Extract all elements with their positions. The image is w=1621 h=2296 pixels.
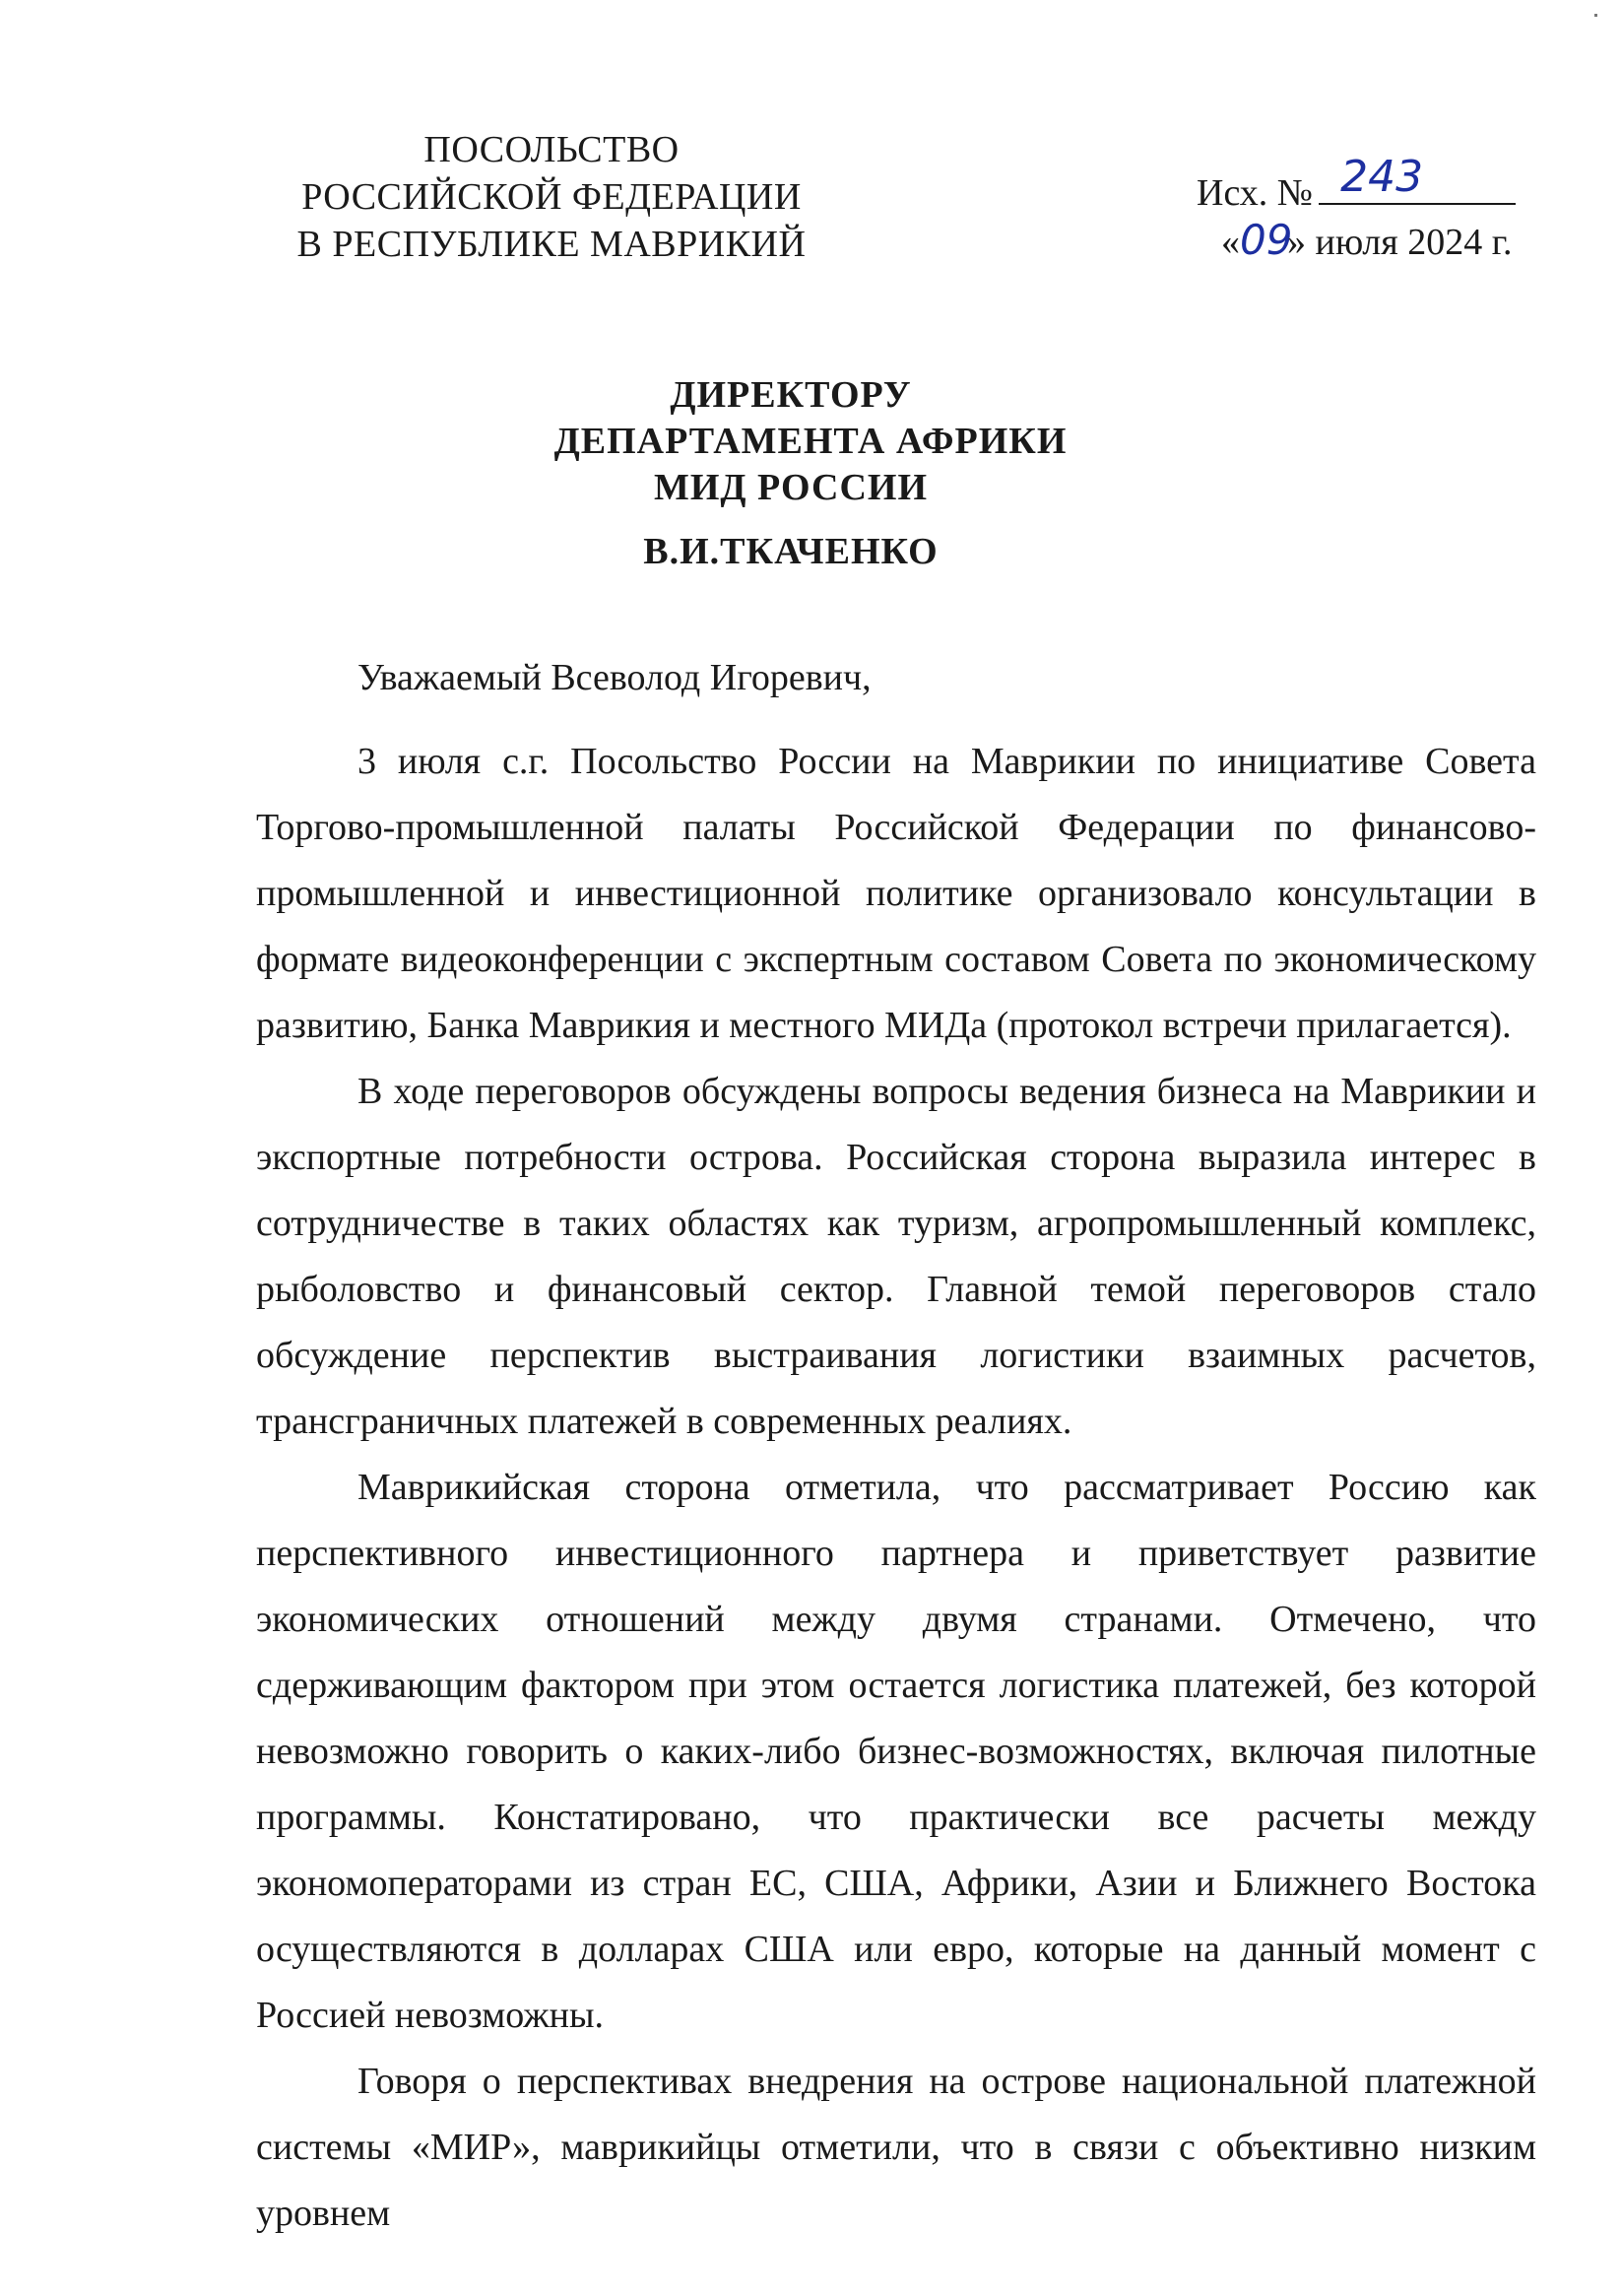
outgoing-reference — [1197, 152, 1571, 266]
addressee-block — [0, 372, 1621, 575]
sender-line-3: В РЕСПУБЛИКЕ МАВРИКИЙ — [296, 224, 807, 265]
outgoing-date-line — [1221, 217, 1571, 266]
handwritten-outgoing-number: 243 — [1340, 152, 1424, 202]
paragraph-4: Говоря о перспективах внедрения на острове национальной платежной системы «МИР», маврикийцы отметили, что в связи с объективно низким уровнем — [256, 2061, 1536, 2234]
paragraph-2: В ходе переговоров обсуждены вопросы ведения бизнеса на Маврикии и экспортные потребности острова. Российская сторона выразила интерес в сотрудничестве в таких областях как туризм, агропромышленный комплекс, рыболовство и финансовый сектор. Главной темой переговоров стало обсуждение перспектив выстраивания логистики взаимных расчетов, трансграничных платежей в современных реалиях. — [256, 1071, 1536, 1442]
outgoing-number-line — [1197, 152, 1571, 217]
scan-speck — [1594, 14, 1597, 17]
date-quote-close: » — [1287, 222, 1306, 263]
letter-body — [256, 729, 1536, 2247]
addressee-line-1: ДИРЕКТОРУ — [670, 374, 912, 416]
handwritten-day: 09 — [1240, 216, 1293, 264]
addressee-line-2: ДЕПАРТАМЕНТА АФРИКИ — [553, 421, 1068, 462]
greeting: Уважаемый Всеволод Игоревич, — [357, 657, 872, 698]
sender-line-1: ПОСОЛЬСТВО — [423, 129, 680, 170]
addressee-name: В.И.ТКАЧЕНКО — [643, 531, 939, 572]
addressee-line-3: МИД РОССИИ — [653, 467, 929, 508]
outgoing-number-blank — [1319, 152, 1516, 205]
sender-block — [246, 126, 857, 268]
paragraph-1: 3 июля с.г. Посольство России на Маврикии по инициативе Совета Торгово-промышленной палаты Российской Федерации по финансово-промышленной и инвестиционной политике организовало консультации в формате видеоконференции с экспертным составом Совета по экономическому развитию, Банка Маврикия и местного МИДа (протокол встречи прилагается). — [256, 741, 1536, 1046]
paragraph-3: Маврикийская сторона отметила, что рассматривает Россию как перспективного инвестиционного партнера и приветствует развитие экономических отношений между двумя странами. Отмечено, что сдерживающим фактором при этом остается логистика платежей, без которой невозможно говорить о каких-либо бизнес-возможностях, включая пилотные программы. Констатировано, что практически все расчеты между экономоператорами из стран ЕС, США, Африки, Азии и Ближнего Востока осуществляются в долларах США или евро, которые на данный момент с Россией невозможны. — [256, 1467, 1536, 2036]
sender-line-2: РОССИЙСКОЙ ФЕДЕРАЦИИ — [301, 176, 802, 218]
outgoing-prefix: Исх. № — [1197, 172, 1314, 214]
date-month-year: июля 2024 г. — [1315, 222, 1513, 263]
date-quote-open: « — [1221, 222, 1240, 263]
